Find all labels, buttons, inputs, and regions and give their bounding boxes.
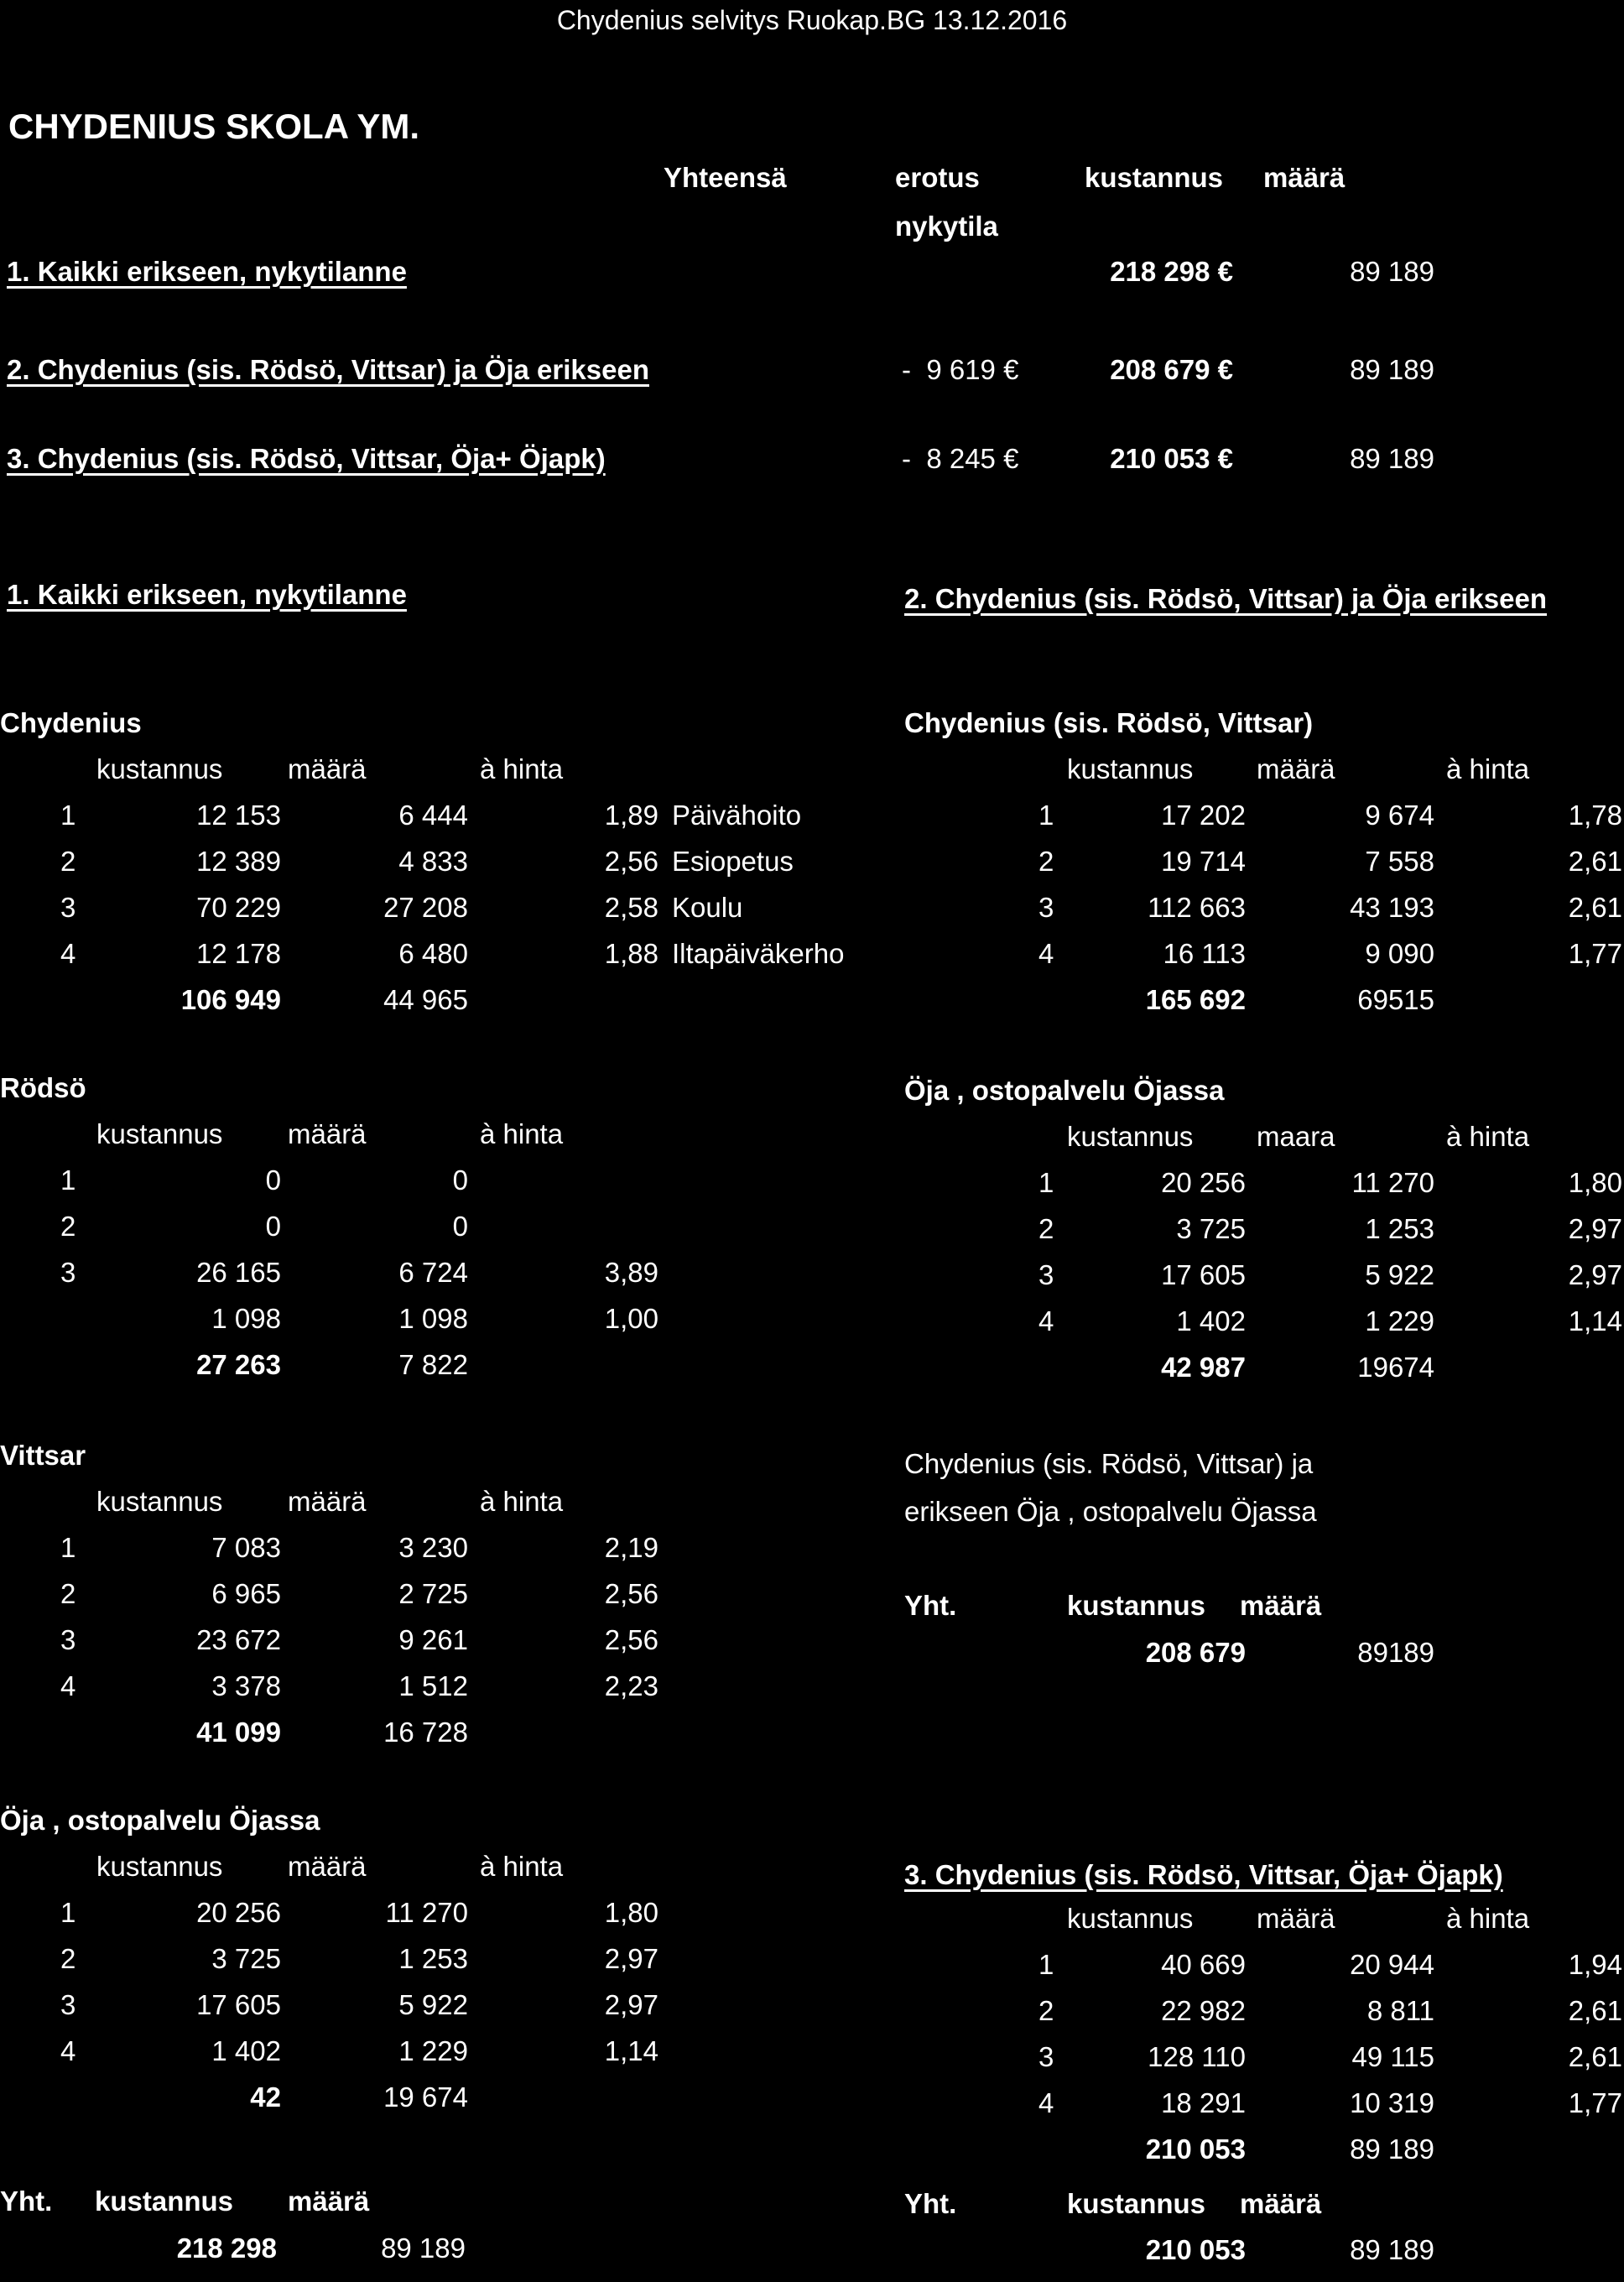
summary-row-qty: 89 189 <box>1350 443 1434 474</box>
block-total-qty: 69515 <box>1357 984 1434 1015</box>
summary-col-cost: kustannus <box>1085 162 1224 193</box>
row-qty: 6 480 <box>398 938 468 969</box>
col-header-qty: määrä <box>288 1118 367 1149</box>
row-qty: 1 229 <box>398 2035 468 2066</box>
row-cost: 23 672 <box>196 1624 281 1655</box>
block-total-cost: 165 692 <box>1145 984 1246 1015</box>
col-header-price: à hinta <box>480 1851 564 1882</box>
row-number: 1 <box>1038 1167 1054 1198</box>
col-header-qty: määrä <box>288 753 367 784</box>
row-cost: 12 389 <box>196 846 281 877</box>
row-number: 2 <box>60 1943 76 1974</box>
block-total-cost: 42 987 <box>1161 1352 1246 1383</box>
left-total-cost-label: kustannus <box>95 2186 234 2217</box>
block-title: Vittsar <box>0 1440 86 1471</box>
row-price: 2,56 <box>604 846 658 877</box>
row-price: 1,78 <box>1568 800 1622 831</box>
row-number: 3 <box>60 1257 76 1288</box>
right-total-qty-label: määrä <box>1240 2188 1322 2219</box>
summary-row-cost: 210 053 € <box>1110 443 1233 474</box>
summary-row-label: 2. Chydenius (sis. Rödsö, Vittsar) ja Öja erikseen <box>7 354 649 385</box>
row-price: 1,14 <box>1568 1305 1622 1336</box>
row-qty: 3 230 <box>398 1532 468 1563</box>
row-qty: 1 512 <box>398 1670 468 1701</box>
summary-row-diff: - 8 245 € <box>902 443 1019 474</box>
row-qty: 4 833 <box>398 846 468 877</box>
summary-row-qty: 89 189 <box>1350 256 1434 287</box>
left-total-qty: 89 189 <box>381 2233 466 2264</box>
col-header-price: à hinta <box>480 1118 564 1149</box>
row-number: 2 <box>60 1211 76 1242</box>
left-total-label: Yht. <box>0 2186 53 2217</box>
row-qty: 1 253 <box>1365 1213 1434 1244</box>
block-total-qty: 16 728 <box>383 1717 468 1748</box>
row-qty: 9 674 <box>1365 800 1434 831</box>
row-number: 2 <box>60 1578 76 1609</box>
row-number: 3 <box>60 1989 76 2020</box>
row-category: Päivähoito <box>672 800 802 831</box>
row-qty: 49 115 <box>1351 2041 1434 2072</box>
section-2-title: 2. Chydenius (sis. Rödsö, Vittsar) ja Öja erikseen <box>904 583 1547 614</box>
summary-col-diff: erotus <box>895 162 980 193</box>
combo-total-qty-label: määrä <box>1240 1590 1322 1621</box>
row-price: 2,97 <box>1568 1213 1622 1244</box>
row-number: 4 <box>60 938 76 969</box>
summary-row-cost: 208 679 € <box>1110 354 1233 385</box>
right-total-qty: 89 189 <box>1350 2234 1434 2265</box>
row-price: 2,56 <box>604 1624 658 1655</box>
block-title: Rödsö <box>0 1072 86 1103</box>
row-number: 4 <box>1038 938 1054 969</box>
left-total-cost: 218 298 <box>176 2233 277 2264</box>
col-header-price: à hinta <box>480 753 564 784</box>
row-price: 1,94 <box>1568 1949 1622 1980</box>
row-number: 3 <box>1038 892 1054 923</box>
row-number: 2 <box>1038 1995 1054 2026</box>
row-number: 1 <box>60 1164 76 1196</box>
row-number: 2 <box>1038 1213 1054 1244</box>
row-cost: 1 402 <box>1176 1305 1246 1336</box>
summary-row-qty: 89 189 <box>1350 354 1434 385</box>
col-header-price: à hinta <box>480 1486 564 1517</box>
block-total-qty: 19674 <box>1357 1352 1434 1383</box>
row-number: 2 <box>60 846 76 877</box>
row-price: 2,61 <box>1568 1995 1622 2026</box>
block-title: Chydenius (sis. Rödsö, Vittsar) <box>904 707 1314 738</box>
row-cost: 0 <box>265 1164 281 1196</box>
block-total-cost: 42 <box>250 2081 281 2113</box>
row-price: 1,77 <box>1568 938 1622 969</box>
row-qty: 6 724 <box>398 1257 468 1288</box>
row-qty: 2 725 <box>398 1578 468 1609</box>
row-cost: 1 098 <box>211 1303 281 1334</box>
combo-note-line-1: Chydenius (sis. Rödsö, Vittsar) ja <box>904 1448 1314 1479</box>
block-total-qty: 44 965 <box>383 984 468 1015</box>
block-total-cost: 41 099 <box>196 1717 281 1748</box>
combo-total-cost-label: kustannus <box>1067 1590 1206 1621</box>
row-qty: 1 229 <box>1365 1305 1434 1336</box>
row-number: 1 <box>1038 800 1054 831</box>
summary-col-diff-2: nykytila <box>895 211 998 242</box>
row-cost: 17 202 <box>1161 800 1246 831</box>
page-title: CHYDENIUS SKOLA YM. <box>8 107 420 146</box>
row-price: 2,61 <box>1568 846 1622 877</box>
row-cost: 0 <box>265 1211 281 1242</box>
section-3-title: 3. Chydenius (sis. Rödsö, Vittsar, Öja+ Öjapk) <box>904 1859 1503 1890</box>
row-cost: 12 178 <box>196 938 281 969</box>
row-qty: 8 811 <box>1366 1995 1434 2026</box>
combo-total-label: Yht. <box>904 1590 957 1621</box>
row-cost: 6 965 <box>211 1578 281 1609</box>
row-number: 3 <box>60 892 76 923</box>
row-cost: 17 605 <box>196 1989 281 2020</box>
row-cost: 128 110 <box>1148 2041 1246 2072</box>
col-header-cost: kustannus <box>96 1851 223 1882</box>
summary-row-label: 3. Chydenius (sis. Rödsö, Vittsar, Öja+ Öjapk) <box>7 443 606 474</box>
row-cost: 3 725 <box>211 1943 281 1974</box>
col-header-qty: määrä <box>288 1851 367 1882</box>
block-total-cost: 106 949 <box>180 984 281 1015</box>
row-number: 4 <box>1038 2087 1054 2118</box>
row-price: 2,61 <box>1568 2041 1622 2072</box>
summary-row-diff: - 9 619 € <box>902 354 1019 385</box>
row-cost: 3 725 <box>1176 1213 1246 1244</box>
row-qty: 9 090 <box>1365 938 1434 969</box>
section-1-title: 1. Kaikki erikseen, nykytilanne <box>7 579 407 610</box>
row-cost: 7 083 <box>211 1532 281 1563</box>
row-price: 1,14 <box>604 2035 658 2066</box>
row-price: 1,80 <box>604 1897 658 1928</box>
row-qty: 10 319 <box>1350 2087 1434 2118</box>
block-total-qty: 89 189 <box>1350 2134 1434 2165</box>
row-qty: 0 <box>452 1164 468 1196</box>
row-price: 1,89 <box>604 800 658 831</box>
row-price: 1,77 <box>1568 2087 1622 2118</box>
row-number: 1 <box>60 1897 76 1928</box>
row-qty: 0 <box>452 1211 468 1242</box>
row-qty: 43 193 <box>1350 892 1434 923</box>
row-category: Koulu <box>672 892 743 923</box>
block-title: Chydenius <box>0 707 142 738</box>
col-header-qty: määrä <box>1257 1903 1335 1934</box>
row-number: 2 <box>1038 846 1054 877</box>
left-total-qty-label: määrä <box>288 2186 370 2217</box>
row-cost: 3 378 <box>211 1670 281 1701</box>
row-qty: 11 270 <box>385 1897 468 1928</box>
col-header-price: à hinta <box>1446 753 1530 784</box>
block-title: Öja , ostopalvelu Öjassa <box>0 1805 320 1836</box>
row-price: 2,58 <box>604 892 658 923</box>
row-cost: 1 402 <box>211 2035 281 2066</box>
row-price: 2,97 <box>604 1989 658 2020</box>
row-price: 1,80 <box>1568 1167 1622 1198</box>
row-cost: 19 714 <box>1161 846 1246 877</box>
row-price: 2,19 <box>604 1532 658 1563</box>
col-header-cost: kustannus <box>96 1486 223 1517</box>
row-category: Iltapäiväkerho <box>672 938 845 969</box>
row-cost: 12 153 <box>196 800 281 831</box>
summary-row-cost: 218 298 € <box>1110 256 1233 287</box>
block-title: Öja , ostopalvelu Öjassa <box>904 1075 1225 1106</box>
row-qty: 1 098 <box>398 1303 468 1334</box>
document-header: Chydenius selvitys Ruokap.BG 13.12.2016 <box>556 5 1068 35</box>
row-qty: 9 261 <box>398 1624 468 1655</box>
row-cost: 40 669 <box>1161 1949 1246 1980</box>
row-number: 3 <box>60 1624 76 1655</box>
block-total-cost: 210 053 <box>1145 2134 1246 2165</box>
summary-col-total: Yhteensä <box>664 162 787 193</box>
col-header-cost: kustannus <box>1067 1903 1194 1934</box>
row-price: 2,23 <box>604 1670 658 1701</box>
right-total-label: Yht. <box>904 2188 957 2219</box>
row-number: 4 <box>60 1670 76 1701</box>
row-number: 1 <box>60 800 76 831</box>
row-number: 4 <box>60 2035 76 2066</box>
block-total-qty: 7 822 <box>398 1349 468 1380</box>
row-qty: 20 944 <box>1350 1949 1434 1980</box>
row-number: 3 <box>1038 2041 1054 2072</box>
col-header-cost: kustannus <box>96 1118 223 1149</box>
row-cost: 20 256 <box>196 1897 281 1928</box>
row-cost: 26 165 <box>196 1257 281 1288</box>
summary-col-qty: määrä <box>1263 162 1346 193</box>
row-price: 1,88 <box>604 938 658 969</box>
row-qty: 5 922 <box>1365 1259 1434 1290</box>
col-header-qty: maara <box>1257 1121 1335 1152</box>
row-price: 2,97 <box>1568 1259 1622 1290</box>
row-cost: 16 113 <box>1163 938 1246 969</box>
row-cost: 22 982 <box>1161 1995 1246 2026</box>
right-total-cost: 210 053 <box>1145 2234 1246 2265</box>
row-qty: 5 922 <box>398 1989 468 2020</box>
row-qty: 27 208 <box>383 892 468 923</box>
row-cost: 20 256 <box>1161 1167 1246 1198</box>
row-qty: 6 444 <box>398 800 468 831</box>
combo-total-qty: 89189 <box>1357 1637 1434 1668</box>
row-cost: 17 605 <box>1161 1259 1246 1290</box>
block-total-qty: 19 674 <box>383 2081 468 2113</box>
row-cost: 112 663 <box>1148 892 1246 923</box>
row-price: 1,00 <box>604 1303 658 1334</box>
col-header-cost: kustannus <box>1067 1121 1194 1152</box>
row-number: 1 <box>1038 1949 1054 1980</box>
row-number: 4 <box>1038 1305 1054 1336</box>
col-header-qty: määrä <box>1257 753 1335 784</box>
row-number: 1 <box>60 1532 76 1563</box>
col-header-qty: määrä <box>288 1486 367 1517</box>
row-qty: 11 270 <box>1351 1167 1434 1198</box>
row-cost: 70 229 <box>196 892 281 923</box>
col-header-cost: kustannus <box>96 753 223 784</box>
row-price: 2,97 <box>604 1943 658 1974</box>
row-price: 3,89 <box>604 1257 658 1288</box>
row-qty: 1 253 <box>398 1943 468 1974</box>
combo-note-line-2: erikseen Öja , ostopalvelu Öjassa <box>904 1496 1317 1527</box>
row-qty: 7 558 <box>1365 846 1434 877</box>
block-total-cost: 27 263 <box>196 1349 281 1380</box>
row-price: 2,56 <box>604 1578 658 1609</box>
right-total-cost-label: kustannus <box>1067 2188 1206 2219</box>
col-header-price: à hinta <box>1446 1121 1530 1152</box>
row-number: 3 <box>1038 1259 1054 1290</box>
summary-row-label: 1. Kaikki erikseen, nykytilanne <box>7 256 407 287</box>
row-price: 2,61 <box>1568 892 1622 923</box>
combo-total-cost: 208 679 <box>1145 1637 1246 1668</box>
col-header-cost: kustannus <box>1067 753 1194 784</box>
row-category: Esiopetus <box>672 846 794 877</box>
row-cost: 18 291 <box>1161 2087 1246 2118</box>
col-header-price: à hinta <box>1446 1903 1530 1934</box>
